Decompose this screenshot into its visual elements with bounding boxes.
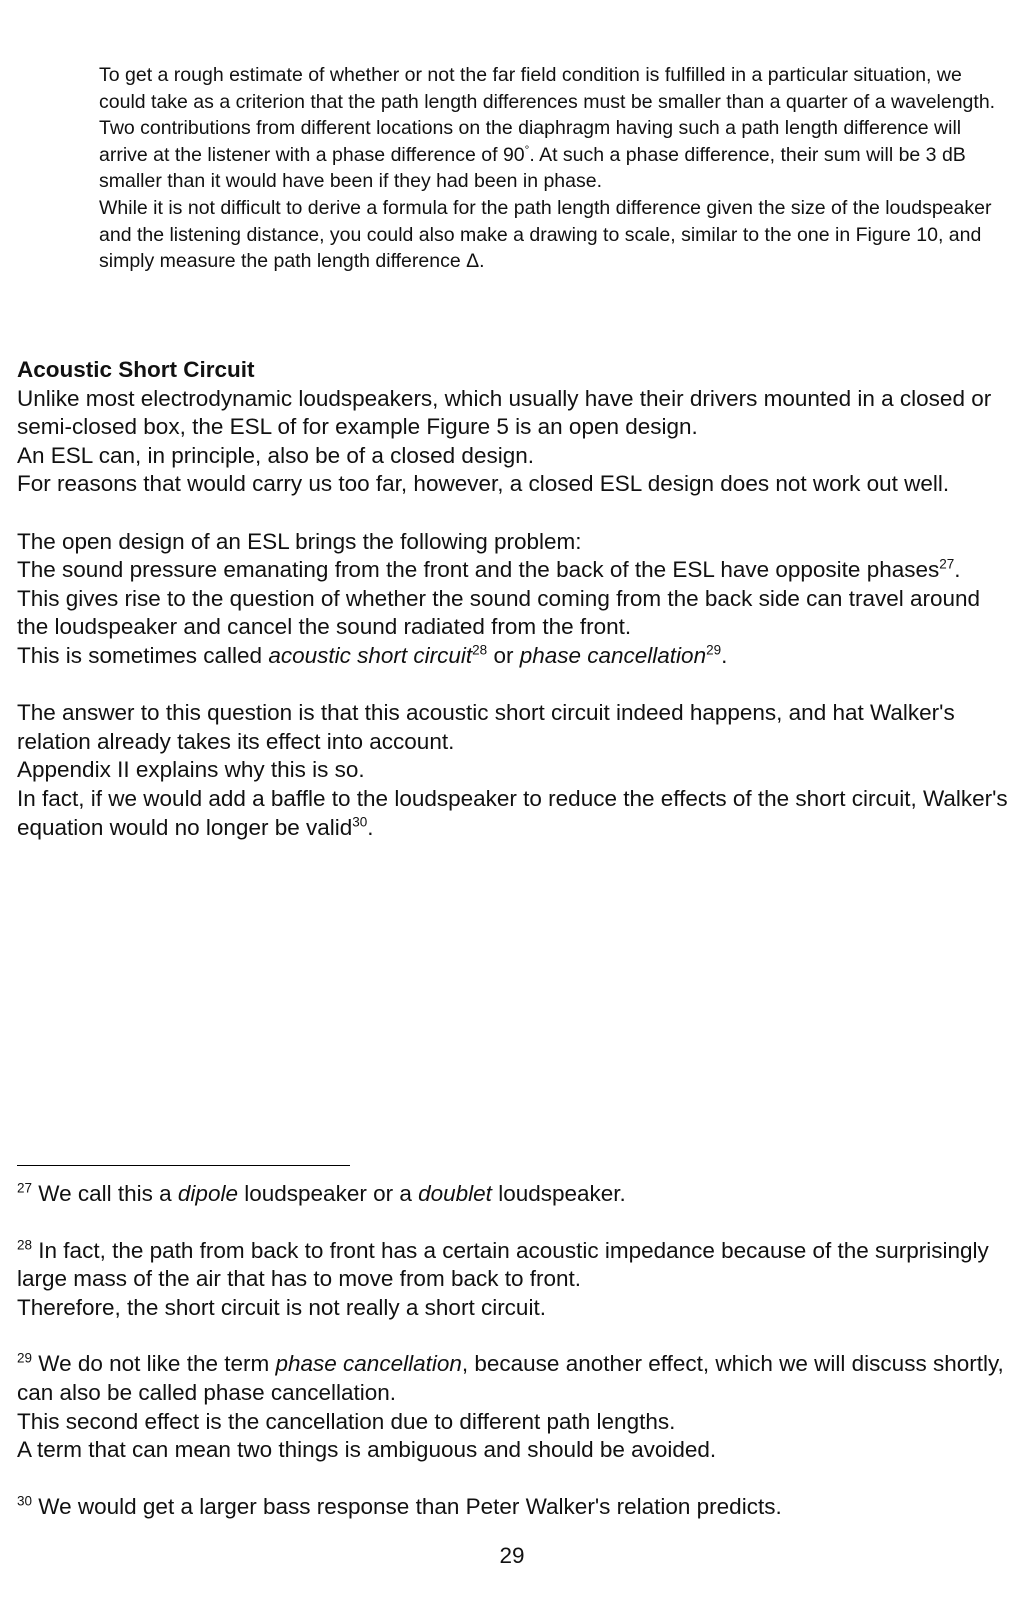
paragraph: The sound pressure emanating from the front and the back of the ESL have opposite phases$^{27}$. xyxy=(17,556,961,583)
footnote-separator xyxy=(17,1165,350,1166)
page-number: 29 xyxy=(499,1543,525,1568)
paragraph: This is sometimes called acoustic short circuit$^{28}$ or phase cancellation$^{29}$. xyxy=(17,642,728,668)
footnotes xyxy=(17,1180,1017,1549)
paragraph: The answer to this question is that this acoustic short circuit indeed happens, and hat Walker's relation already takes its effect into account. xyxy=(17,700,955,754)
section-acoustic-short-circuit xyxy=(17,356,1017,842)
paragraph: Unlike most electrodynamic loudspeakers, which usually have their drivers mounted in a closed or semi-closed box, the ESL of for example Figure 5 is an open design. xyxy=(17,385,992,440)
paragraph: For reasons that would carry us too far, however, a closed ESL design does not work out well. xyxy=(17,471,950,497)
section-heading: Acoustic Short Circuit xyxy=(17,357,255,382)
footnote-28: $^{28}$ In fact, the path from back to front has a certain acoustic impedance because of the surprisingly large mass of the air that has to move from back to front. Therefore, the short circuit is not really a short circuit. xyxy=(17,1237,989,1320)
paragraph: In fact, if we would add a baffle to the loudspeaker to reduce the effects of the short circuit, Walker's equation would no longer be valid$^{30}$. xyxy=(17,785,1008,840)
paragraph: An ESL can, in principle, also be of a closed design. xyxy=(17,442,534,468)
footnote-ref-28[interactable]: 28 xyxy=(472,642,488,658)
indented-paragraph-2: While it is not difficult to derive a formula for the path length difference given the size of the loudspeaker and the listening distance, you could also make a drawing to scale, similar to the one in Figure 10, and simply measure the path length difference Δ. xyxy=(99,196,992,273)
footnote-ref-27[interactable]: 27 xyxy=(939,556,955,572)
indented-block xyxy=(99,62,1004,275)
indented-paragraph-1: To get a rough estimate of whether or not the far field condition is fulfilled in a particular situation, we could take as a criterion that the path length differences must be smaller than a quarter of a wavelength. Two contributions from different locations on the diaphragm having such a path length difference will arrive at the listener with a phase difference of 90°. At such a phase difference, their sum will be 3 dB smaller than it would have been if they had been in phase. xyxy=(99,64,996,193)
paragraph: The open design of an ESL brings the following problem: xyxy=(17,528,582,554)
paragraph: Appendix II explains why this is so. xyxy=(17,757,365,783)
degree-superscript: ° xyxy=(524,143,530,157)
paragraph: This gives rise to the question of whether the sound coming from the back side can travel around the loudspeaker and cancel the sound radiated from the front. xyxy=(17,585,981,640)
footnote-ref-29[interactable]: 29 xyxy=(706,642,722,658)
footnote-ref-30[interactable]: 30 xyxy=(352,814,368,829)
footnote-29: $^{29}$ We do not like the term phase cancellation, because another effect, which we will discuss shortly, can also be called phase cancellation. This second effect is the cancellation due to different path lengths. A term that can mean two things is ambiguous and should be avoided. xyxy=(17,1350,1004,1463)
footnote-30: $^{30}$ We would get a larger bass response than Peter Walker's relation predicts. xyxy=(17,1493,782,1519)
footnote-27: $^{27}$ We call this a dipole loudspeaker or a doublet loudspeaker. xyxy=(17,1180,626,1206)
